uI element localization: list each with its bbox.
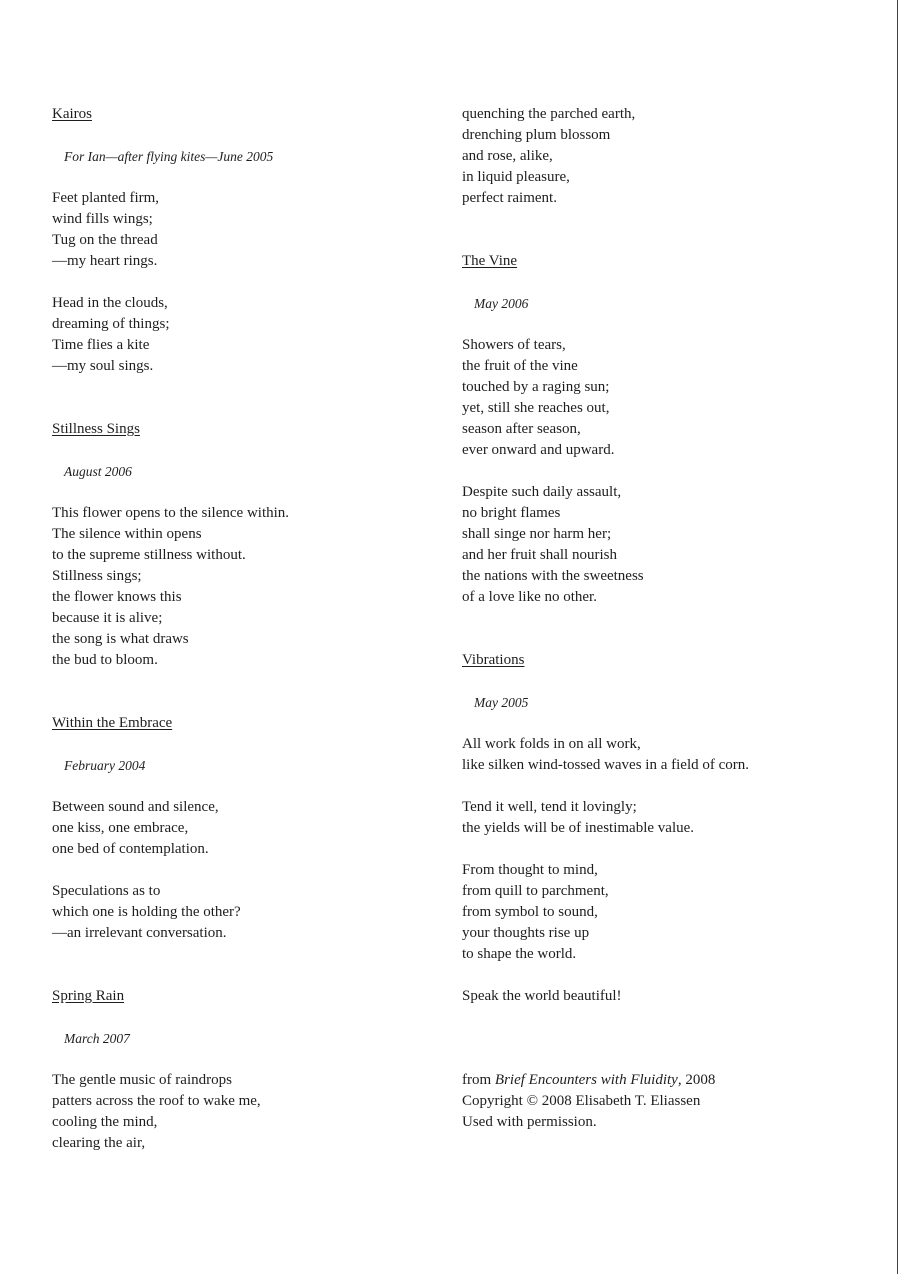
poem-dedication: May 2006 bbox=[474, 296, 529, 311]
poem-line: of a love like no other. bbox=[462, 589, 597, 605]
left-column bbox=[52, 104, 432, 1175]
poem-stillness-sings bbox=[52, 419, 432, 671]
poem-spring-rain bbox=[52, 986, 432, 1154]
poem-line: your thoughts rise up bbox=[462, 925, 590, 941]
poem-line: season after season, bbox=[462, 421, 581, 437]
poem-line: —my soul sings. bbox=[52, 358, 154, 374]
source-prefix: from bbox=[462, 1072, 495, 1088]
poem-title: Kairos bbox=[52, 106, 92, 122]
poem-line: The gentle music of raindrops bbox=[52, 1072, 232, 1088]
poem-title: The Vine bbox=[462, 253, 518, 269]
poem-line: quenching the parched earth, bbox=[462, 106, 636, 122]
right-column bbox=[462, 104, 862, 1133]
book-title: Brief Encounters with Fluidity bbox=[494, 1072, 678, 1088]
poem-line: perfect raiment. bbox=[462, 190, 557, 206]
poem-line: shall singe nor harm her; bbox=[462, 526, 612, 542]
poem-dedication: February 2004 bbox=[64, 758, 146, 773]
poem-line: yet, still she reaches out, bbox=[462, 400, 610, 416]
poem-line: no bright flames bbox=[462, 505, 561, 521]
poem-title: Stillness Sings bbox=[52, 421, 140, 437]
poem-line: in liquid pleasure, bbox=[462, 169, 570, 185]
stanza bbox=[52, 797, 432, 860]
poem-dedication: March 2007 bbox=[64, 1031, 130, 1046]
poem-line: Stillness sings; bbox=[52, 568, 142, 584]
poem-line: Speculations as to bbox=[52, 883, 161, 899]
stanza bbox=[462, 335, 862, 461]
poem-line: The silence within opens bbox=[52, 526, 202, 542]
poem-title: Vibrations bbox=[462, 652, 525, 668]
poem-line: from symbol to sound, bbox=[462, 904, 598, 920]
poem-line: Between sound and silence, bbox=[52, 799, 219, 815]
copyright-line: Copyright © 2008 Elisabeth T. Eliassen bbox=[462, 1093, 701, 1109]
poem-line: like silken wind-tossed waves in a field of corn. bbox=[462, 757, 750, 773]
stanza bbox=[462, 860, 862, 965]
poem-line: ever onward and upward. bbox=[462, 442, 615, 458]
poem-line: to shape the world. bbox=[462, 946, 577, 962]
poem-line: wind fills wings; bbox=[52, 211, 153, 227]
spring-rain-continuation bbox=[462, 104, 862, 209]
poem-line: the fruit of the vine bbox=[462, 358, 578, 374]
poem-title: Spring Rain bbox=[52, 988, 125, 1004]
poem-line: to the supreme stillness without. bbox=[52, 547, 246, 563]
poem-line: Head in the clouds, bbox=[52, 295, 168, 311]
stanza bbox=[52, 1070, 432, 1154]
poem-line: —an irrelevant conversation. bbox=[52, 925, 227, 941]
poem-line: because it is alive; bbox=[52, 610, 163, 626]
poem-line: patters across the roof to wake me, bbox=[52, 1093, 261, 1109]
poem-line: the yields will be of inestimable value. bbox=[462, 820, 695, 836]
stanza bbox=[462, 482, 862, 608]
poem-line: From thought to mind, bbox=[462, 862, 598, 878]
stanza bbox=[462, 986, 862, 1007]
poem-vibrations bbox=[462, 650, 862, 1007]
poem-title: Within the Embrace bbox=[52, 715, 173, 731]
poem-line: dreaming of things; bbox=[52, 316, 170, 332]
poem-line: All work folds in on all work, bbox=[462, 736, 641, 752]
poem-line: cooling the mind, bbox=[52, 1114, 158, 1130]
poem-line: —my heart rings. bbox=[52, 253, 158, 269]
poem-line: Despite such daily assault, bbox=[462, 484, 622, 500]
poem-within-the-embrace bbox=[52, 713, 432, 944]
poem-line: the bud to bloom. bbox=[52, 652, 158, 668]
stanza bbox=[52, 188, 432, 272]
poem-line: clearing the air, bbox=[52, 1135, 146, 1151]
stanza bbox=[52, 881, 432, 944]
source-line bbox=[462, 1070, 862, 1091]
poem-line: from quill to parchment, bbox=[462, 883, 609, 899]
poem-kairos bbox=[52, 104, 432, 377]
poem-line: one kiss, one embrace, bbox=[52, 820, 189, 836]
poem-the-vine bbox=[462, 251, 862, 608]
poem-line: the nations with the sweetness bbox=[462, 568, 644, 584]
poem-line: drenching plum blossom bbox=[462, 127, 611, 143]
poem-line: Time flies a kite bbox=[52, 337, 150, 353]
stanza bbox=[52, 503, 432, 671]
poem-line: one bed of contemplation. bbox=[52, 841, 209, 857]
poem-line: and rose, alike, bbox=[462, 148, 553, 164]
poem-line: Showers of tears, bbox=[462, 337, 566, 353]
poem-line: Tend it well, tend it lovingly; bbox=[462, 799, 637, 815]
stanza bbox=[462, 734, 862, 776]
poem-dedication: May 2005 bbox=[474, 695, 529, 710]
poem-line: the flower knows this bbox=[52, 589, 182, 605]
source-credits bbox=[462, 1070, 862, 1133]
poem-line: Speak the world beautiful! bbox=[462, 988, 622, 1004]
poem-line: touched by a raging sun; bbox=[462, 379, 610, 395]
stanza bbox=[462, 797, 862, 839]
poem-dedication: August 2006 bbox=[64, 464, 132, 479]
poem-line: and her fruit shall nourish bbox=[462, 547, 617, 563]
poem-line: the song is what draws bbox=[52, 631, 189, 647]
stanza bbox=[52, 293, 432, 377]
poem-line: Feet planted firm, bbox=[52, 190, 160, 206]
permission-line: Used with permission. bbox=[462, 1114, 597, 1130]
poem-line: which one is holding the other? bbox=[52, 904, 241, 920]
poem-line: This flower opens to the silence within. bbox=[52, 505, 290, 521]
page-border bbox=[897, 0, 898, 1274]
poem-line: Tug on the thread bbox=[52, 232, 158, 248]
poem-dedication: For Ian—after flying kites—June 2005 bbox=[64, 149, 274, 164]
source-year: , 2008 bbox=[677, 1072, 716, 1088]
